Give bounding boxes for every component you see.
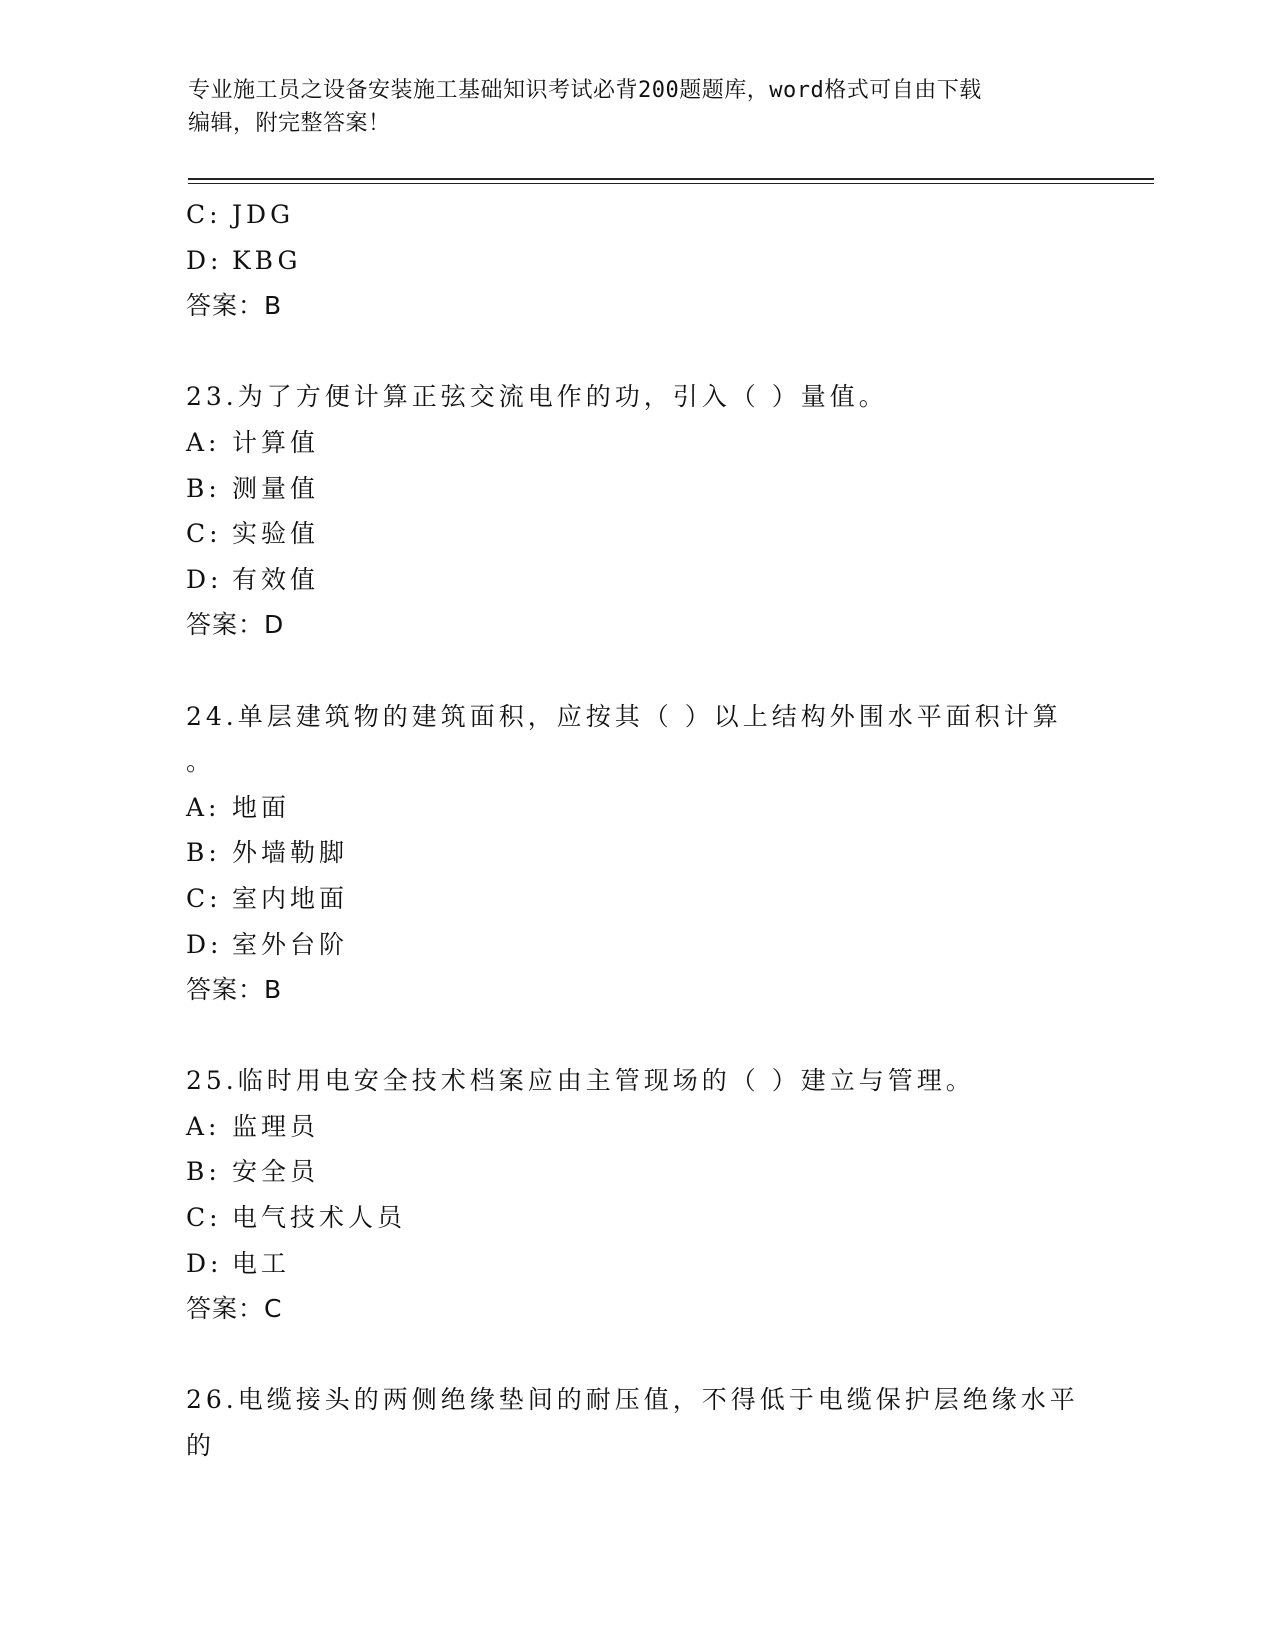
option-b: B: 外墙勒脚 — [186, 838, 349, 868]
header-line-2: 编辑，附完整答案！ — [188, 111, 391, 136]
option-d: D: 有效值 — [186, 564, 320, 594]
answer: 答案：B — [186, 291, 283, 321]
question-22-tail — [186, 192, 1086, 329]
option-d: D: KBG — [186, 245, 302, 275]
option-c: C: 电气技术人员 — [186, 1203, 407, 1233]
question-26 — [186, 1377, 1086, 1468]
answer: 答案：D — [186, 610, 285, 640]
question-23 — [186, 374, 1086, 648]
option-a: A: 计算值 — [186, 427, 320, 457]
option-c: C: 实验值 — [186, 519, 320, 549]
option-a: A: 监理员 — [186, 1111, 320, 1141]
option-d: D: 电工 — [186, 1248, 291, 1278]
option-c: C: JDG — [186, 200, 295, 229]
answer: 答案：B — [186, 975, 283, 1005]
header-divider-thick — [188, 178, 1154, 180]
header-divider-thin — [188, 183, 1154, 184]
option-b: B: 安全员 — [186, 1157, 320, 1187]
question-text-continued: 的 — [186, 1431, 216, 1461]
question-list — [186, 192, 1086, 1514]
question-text: 26.电缆接头的两侧绝缘垫间的耐压值，不得低于电缆保护层绝缘水平 — [186, 1385, 1079, 1415]
answer: 答案：C — [186, 1294, 283, 1324]
header-line-1: 专业施工员之设备安装施工基础知识考试必背200题题库，word格式可自由下载 — [188, 78, 982, 103]
option-b: B: 测量值 — [186, 473, 320, 503]
option-c: C: 室内地面 — [186, 883, 349, 913]
question-25 — [186, 1058, 1086, 1332]
question-text-continued: 。 — [186, 747, 216, 777]
question-text: 23.为了方便计算正弦交流电作的功，引入（ ）量值。 — [186, 382, 888, 412]
question-text: 24.单层建筑物的建筑面积，应按其（ ）以上结构外围水平面积计算 — [186, 701, 1062, 731]
question-text: 25.临时用电安全技术档案应由主管现场的（ ）建立与管理。 — [186, 1066, 975, 1096]
option-d: D: 室外台阶 — [186, 929, 349, 959]
question-24 — [186, 694, 1086, 1013]
document-header — [188, 74, 1068, 140]
option-a: A: 地面 — [186, 792, 291, 822]
